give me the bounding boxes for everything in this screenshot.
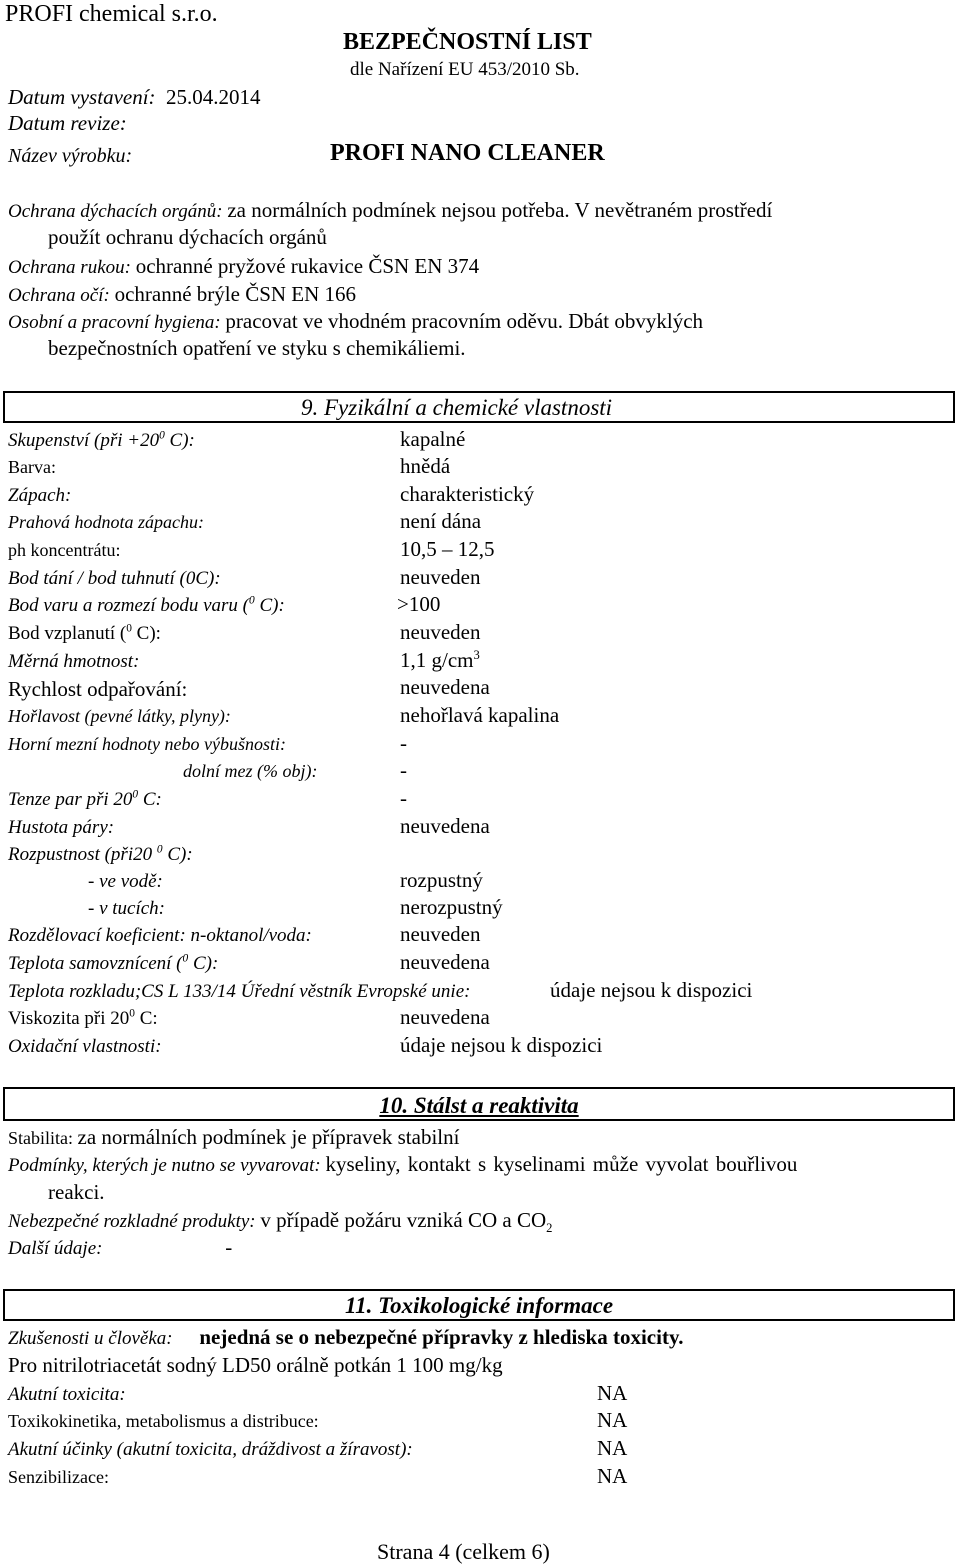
conditions-label: Podmínky, kterých je nutno se vyvarovat: — [8, 1155, 321, 1176]
property-label: Hustota páry: — [8, 817, 115, 838]
property-value: >100 — [397, 592, 441, 616]
property-label: Horní mezní hodnoty nebo výbušnosti: — [8, 734, 286, 754]
section-11-header — [3, 1289, 955, 1321]
respiratory-label: Ochrana dýchacích orgánů: — [8, 201, 223, 222]
section-9-title: 9. Fyzikální a chemické vlastnosti — [301, 395, 613, 420]
section-9-header — [3, 391, 955, 423]
property-label: Barva: — [8, 457, 56, 477]
property-label: Tenze par při $20^0$ C: — [8, 788, 162, 810]
eye-protection — [8, 284, 356, 305]
section-10-title: 10. Stálst a reaktivita — [379, 1093, 579, 1118]
property-label: Teplota rozkladu;CS L 133/14 Úřední věstník Evropské unie: — [8, 981, 471, 1002]
property-label: Rychlost odpařování: — [8, 677, 188, 701]
hands-text: ochranné pryžové rukavice ČSN EN 374 — [135, 254, 480, 278]
property-label: Zápach: — [8, 485, 72, 506]
personal-hygiene — [8, 311, 703, 332]
property-value: neuveden — [400, 620, 481, 644]
property-value: není dána — [400, 509, 482, 533]
property-label: - ve vodě: — [88, 871, 163, 892]
property-value: hnědá — [400, 454, 451, 478]
document-title: BEZPEČNOSTNÍ LIST — [343, 29, 592, 55]
conditions-row — [8, 1154, 953, 1175]
property-value: neuvedena — [400, 675, 490, 699]
property-value: neuvedena — [400, 814, 490, 838]
section-10-header — [3, 1087, 955, 1121]
property-label: Rozpustnost (při20 $^0$ C): — [8, 843, 193, 865]
product-name-label: Název výrobku: — [8, 145, 133, 167]
toxicology-label: Akutní toxicita: — [8, 1384, 126, 1405]
property-value: údaje nejsou k dispozici — [550, 978, 753, 1002]
property-label: Teplota samovznícení ($^0$ C): — [8, 952, 219, 974]
human-experience-row — [8, 1327, 684, 1348]
property-label: Skupenství (při $+20^0$ C): — [8, 429, 195, 451]
hygiene-text-cont: bezpečnostních opatření ve styku s chemikáliemi. — [48, 336, 466, 360]
toxicology-value: NA — [597, 1381, 628, 1405]
other-label: Další údaje: — [8, 1238, 103, 1259]
revision-date-label: Datum revize: — [8, 111, 127, 135]
issue-date-value: 25.04.2014 — [166, 85, 261, 109]
property-label: Bod tání / bod tuhnutí (0C): — [8, 568, 221, 589]
property-value: neuveden — [400, 922, 481, 946]
property-value: - — [400, 758, 407, 782]
hygiene-text: pracovat ve vhodném pracovním oděvu. Dbát obvyklých — [225, 309, 704, 333]
property-value: kapalné — [400, 427, 466, 451]
property-label: dolní mez (% obj): — [183, 761, 318, 781]
toxicology-value: NA — [597, 1464, 628, 1488]
decomposition-products-row — [8, 1208, 553, 1236]
toxicology-value: NA — [597, 1408, 628, 1432]
property-value: - — [400, 731, 407, 755]
page-number: Strana 4 (celkem 6) — [377, 1539, 550, 1564]
stability-text: za normálních podmínek je přípravek stabilní — [77, 1125, 460, 1149]
property-value: neuveden — [400, 565, 481, 589]
stability-label: Stabilita: — [8, 1128, 73, 1148]
hand-protection — [8, 256, 479, 277]
property-value: 10,5 – 12,5 — [400, 537, 495, 561]
respiratory-protection — [8, 200, 772, 221]
product-name: PROFI NANO CLEANER — [330, 140, 605, 166]
experience-text: nejedná se o nebezpečné přípravky z hlediska toxicity. — [199, 1325, 684, 1349]
respiratory-text-cont: použít ochranu dýchacích orgánů — [48, 225, 327, 249]
property-value: 1,1 $g/cm^3$ — [400, 648, 480, 672]
property-label: Oxidační vlastnosti: — [8, 1036, 162, 1057]
section-11-title: 11. Toxikologické informace — [344, 1293, 614, 1318]
company-name: PROFI chemical s.r.o. — [5, 1, 218, 27]
property-label: Viskozita při $20^0$ C: — [8, 1007, 158, 1029]
toxicology-label: Toxikokinetika, metabolismus a distribuce: — [8, 1411, 319, 1431]
property-label: Hořlavost (pevné látky, plyny): — [8, 706, 231, 726]
other-text: - — [225, 1235, 233, 1259]
property-label: Rozdělovací koeficient: n-oktanol/voda: — [8, 925, 312, 946]
property-value: nehořlavá kapalina — [400, 703, 560, 727]
toxicology-label: Senzibilizace: — [8, 1467, 109, 1487]
toxicology-value: NA — [597, 1436, 628, 1460]
document-subtitle: dle Nařízení EU 453/2010 Sb. — [350, 59, 580, 80]
conditions-text-cont: reakci. — [48, 1180, 105, 1204]
property-value: rozpustný — [400, 868, 483, 892]
property-value: nerozpustný — [400, 895, 503, 919]
stability-row — [8, 1127, 459, 1148]
hygiene-label: Osobní a pracovní hygiena: — [8, 312, 221, 333]
ld50-text: Pro nitrilotriacetát sodný LD50 orálně potkán 1 100 mg/kg — [8, 1353, 503, 1377]
property-label: Bod vzplanutí ($^0$ C): — [8, 622, 161, 644]
conditions-text: kyseliny, kontakt s kyselinami může vyvolat bouřlivou — [325, 1152, 798, 1176]
other-data-row — [8, 1237, 232, 1258]
eyes-text: ochranné brýle ČSN EN 166 — [114, 282, 357, 306]
experience-label: Zkušenosti u člověka: — [8, 1328, 173, 1349]
property-label: Měrná hmotnost: — [8, 651, 140, 672]
property-value: neuvedena — [400, 950, 490, 974]
products-label: Nebezpečné rozkladné produkty: — [8, 1211, 256, 1232]
issue-date-label: Datum vystavení: — [8, 85, 156, 109]
hands-label: Ochrana rukou: — [8, 257, 131, 278]
respiratory-text: za normálních podmínek nejsou potřeba. V nevětraném prostředí — [227, 198, 773, 222]
products-text: v případě požáru vzniká CO a $CO_2$ — [260, 1208, 553, 1236]
property-label: Prahová hodnota zápachu: — [8, 512, 204, 532]
property-value: charakteristický — [400, 482, 535, 506]
property-value: - — [400, 786, 407, 810]
property-label: Bod varu a rozmezí bodu varu ($^0$ C): — [8, 594, 285, 616]
eyes-label: Ochrana očí: — [8, 285, 110, 306]
property-value: neuvedena — [400, 1005, 490, 1029]
toxicology-label: Akutní účinky (akutní toxicita, dráždivost a žíravost): — [8, 1439, 413, 1460]
property-label: - v tucích: — [88, 898, 166, 919]
property-value: údaje nejsou k dispozici — [400, 1033, 603, 1057]
property-label: ph koncentrátu: — [8, 540, 121, 560]
